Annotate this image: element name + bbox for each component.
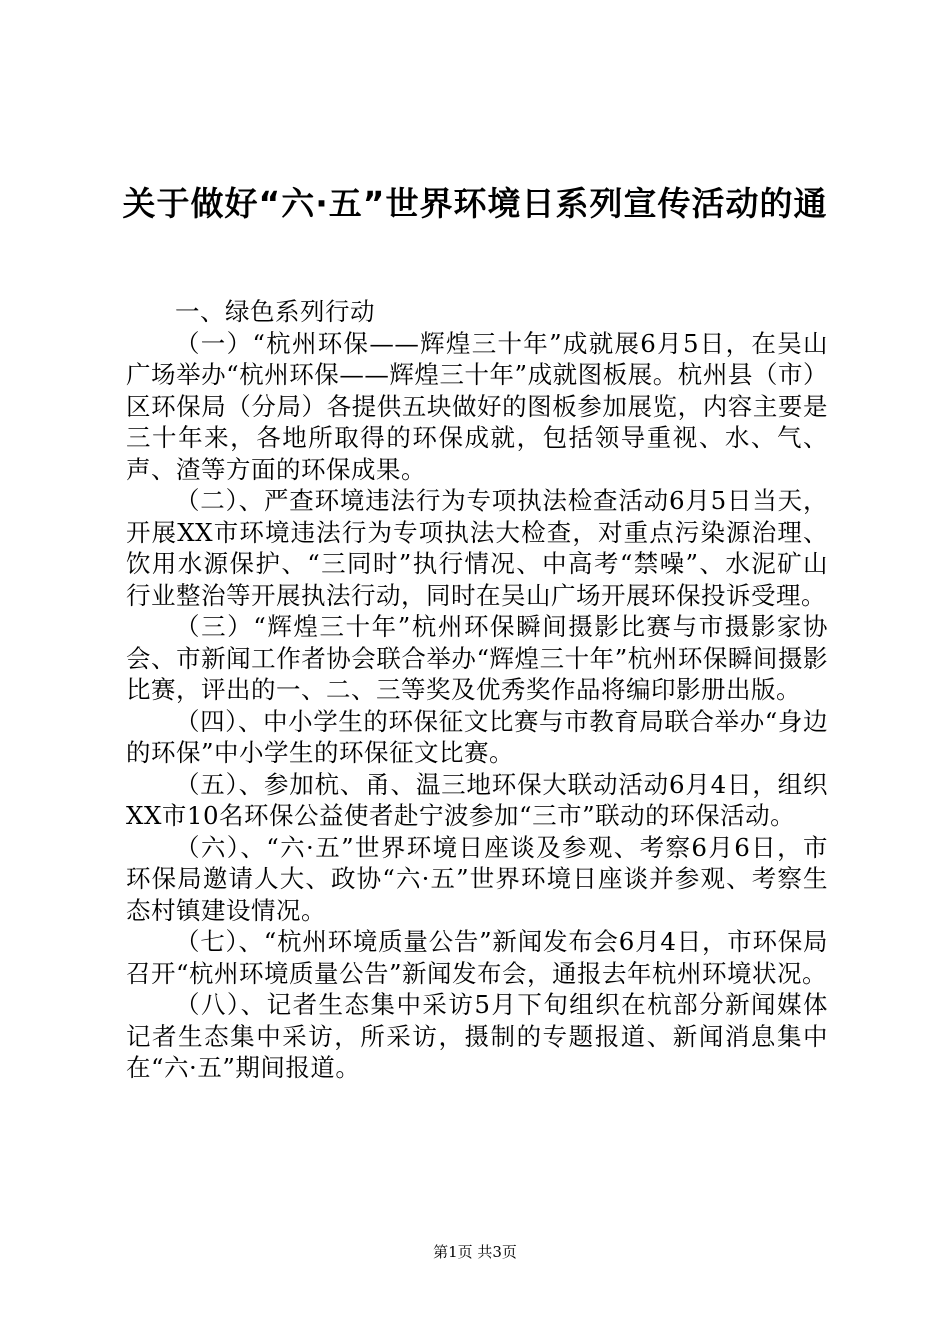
paragraph-4: （四）、中小学生的环保征文比赛与市教育局联合举办“身边的环保”中小学生的环保征文比赛。 (126, 706, 828, 767)
document-title: 关于做好“六·五”世界环境日系列宣传活动的通 (122, 184, 828, 223)
paragraph-3: （三）“辉煌三十年”杭州环保瞬间摄影比赛与市摄影家协会、市新闻工作者协会联合举办“辉煌三十年”杭州环保瞬间摄影比赛，评出的一、二、三等奖及优秀奖作品将编印影册出版。 (126, 612, 828, 704)
paragraph-6: （六）、“六·五”世界环境日座谈及参观、考察6月6日，市环保局邀请人大、政协“六·五”世界环境日座谈并参观、考察生态村镇建设情况。 (126, 832, 828, 925)
paragraph-1: （一）“杭州环保——辉煌三十年”成就展6月5日，在吴山广场举办“杭州环保——辉煌三十年”成就图板展。杭州县（市）区环保局（分局）各提供五块做好的图板参加展览，内容主要是三十年来，各地所取得的环保成就，包括领导重视、水、气、声、渣等方面的环保成果。 (126, 328, 828, 484)
section-heading: 一、绿色系列行动 (175, 297, 375, 326)
document-body (126, 296, 828, 1084)
paragraph-8: （八）、记者生态集中采访5月下旬组织在杭部分新闻媒体记者生态集中采访，所采访，摄制的专题报道、新闻消息集中在“六·五”期间报道。 (126, 990, 828, 1082)
paragraph-7: （七）、“杭州环境质量公告”新闻发布会6月4日，市环保局召开“杭州环境质量公告”新闻发布会，通报去年杭州环境状况。 (126, 927, 828, 988)
paragraph-2: （二）、严查环境违法行为专项执法检查活动6月5日当天，开展XX市环境违法行为专项执法大检查，对重点污染源治理、饮用水源保护、“三同时”执行情况、中高考“禁噪”、水泥矿山行业整治等开展执法行动，同时在吴山广场开展环保投诉受理。 (126, 486, 828, 610)
page-footer: 第1页 共3页 (433, 1243, 517, 1261)
paragraph-5: （五）、参加杭、甬、温三地环保大联动活动6月4日，组织XX市10名环保公益使者赴宁波参加“三市”联动的环保活动。 (126, 769, 828, 830)
